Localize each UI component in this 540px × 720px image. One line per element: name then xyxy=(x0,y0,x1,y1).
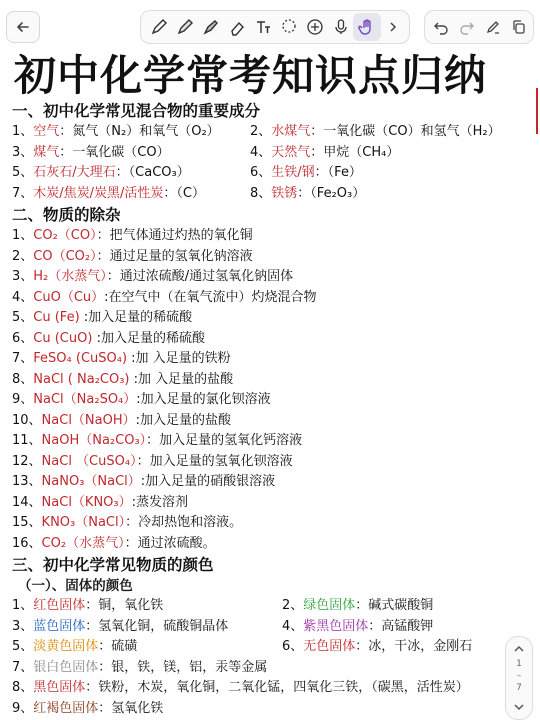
item-description: :加入足量的稀硫酸 xyxy=(92,330,205,346)
impurity-list xyxy=(12,226,512,554)
section-heading: 一、初中化学常见混合物的重要成分 xyxy=(12,102,261,120)
item-term: CO₂（水蒸气） xyxy=(41,535,125,551)
item-description: ：（Fe₂O₃） xyxy=(297,185,366,201)
document-content xyxy=(12,100,512,719)
item-number: 3、 xyxy=(12,144,34,160)
list-row xyxy=(12,472,512,493)
item-number: 6、 xyxy=(250,165,272,180)
item-term: FeSO₄ (CuSO₄) xyxy=(33,351,128,366)
item-description: ：银，铁，镁，铝，汞等金属 xyxy=(98,659,268,675)
item-term: NaNO₃（NaCl） xyxy=(41,474,141,489)
list-row xyxy=(12,617,512,638)
item-term: 煤气 xyxy=(33,144,60,160)
list-row xyxy=(12,143,512,164)
list-item xyxy=(12,658,267,679)
item-number: 5、 xyxy=(12,165,34,180)
item-number: 5、 xyxy=(12,310,34,325)
text-icon xyxy=(254,18,272,36)
item-description: :加 入足量的铁粉 xyxy=(127,351,231,366)
item-description: :加入足量的氯化钡溶液 xyxy=(136,392,271,407)
item-term: 红色固体 xyxy=(33,598,86,613)
item-description: ：氢氧化铜，硫酸铜晶体 xyxy=(85,618,229,634)
item-term: 空气 xyxy=(33,124,60,139)
pen-tool-button[interactable] xyxy=(145,13,173,41)
list-item xyxy=(282,596,433,617)
lasso-icon xyxy=(280,18,298,36)
item-number: 15、 xyxy=(12,515,42,530)
list-item xyxy=(250,184,365,205)
list-row xyxy=(12,411,512,432)
list-row xyxy=(12,596,512,617)
hand-icon xyxy=(358,18,376,36)
marker-icon xyxy=(176,18,194,36)
list-row xyxy=(12,329,512,350)
item-description: :加入足量的稀硫酸 xyxy=(79,310,193,325)
item-description: ：氮气（N₂）和氧气（O₂） xyxy=(59,124,220,139)
list-row xyxy=(12,163,512,184)
item-term: NaCl ( Na₂CO₃) xyxy=(33,371,130,387)
undo-button[interactable] xyxy=(427,13,455,41)
item-number: 5、 xyxy=(12,639,34,654)
item-term: 红褐色固体 xyxy=(33,700,99,716)
page-edge-mark xyxy=(536,88,538,134)
list-row xyxy=(12,370,512,391)
item-number: 2、 xyxy=(282,598,304,613)
item-description: :蒸发溶剂 xyxy=(131,494,189,510)
mic-icon xyxy=(332,18,350,36)
document-title: 初中化学常考知识点归纳 xyxy=(14,51,488,100)
list-row xyxy=(12,637,512,658)
item-description: ：通过浓硫酸/通过氢氧化钠固体 xyxy=(106,269,294,284)
list-row xyxy=(12,452,512,473)
item-description: :加入足量的盐酸 xyxy=(135,412,232,428)
list-row xyxy=(12,122,512,143)
item-description: ：一氧化碳（CO）和氢气（H₂） xyxy=(310,124,501,139)
list-item xyxy=(250,122,501,143)
share-button[interactable] xyxy=(479,13,507,41)
section-heading: 二、物质的除杂 xyxy=(12,206,121,224)
item-term: 蓝色固体 xyxy=(33,618,86,634)
list-item xyxy=(12,184,205,205)
section-heading: 三、初中化学常见物质的颜色 xyxy=(12,556,214,574)
item-number: 2、 xyxy=(12,248,34,264)
item-number: 8、 xyxy=(250,185,272,201)
item-number: 14、 xyxy=(12,494,42,510)
item-term: NaCl（KNO₃） xyxy=(41,494,132,510)
item-number: 8、 xyxy=(12,680,34,695)
color-list xyxy=(12,596,512,719)
back-button[interactable] xyxy=(6,11,40,43)
item-number: 4、 xyxy=(12,289,34,305)
pen-icon xyxy=(150,18,168,36)
subsection-heading: （一）、固体的颜色 xyxy=(18,578,133,594)
item-number: 10、 xyxy=(12,412,42,428)
list-row xyxy=(12,493,512,514)
list-row xyxy=(12,534,512,555)
item-description: ：（CaCO₃） xyxy=(115,165,190,180)
item-term: 木炭/焦炭/炭黑/活性炭 xyxy=(33,185,164,201)
item-number: 16、 xyxy=(12,535,42,551)
item-number: 1、 xyxy=(12,228,34,243)
highlighter-tool-button[interactable] xyxy=(197,13,225,41)
item-description: ：冷却热饱和溶液。 xyxy=(125,515,243,530)
list-item xyxy=(12,678,469,699)
highlighter-icon xyxy=(202,18,220,36)
item-number: 1、 xyxy=(12,124,34,139)
item-number: 13、 xyxy=(12,474,42,489)
item-term: 黑色固体 xyxy=(33,680,86,695)
item-number: 7、 xyxy=(12,351,34,366)
item-description: :在空气中（在氧气流中）灼烧混合物 xyxy=(104,289,317,305)
item-description: ：碱式碳酸铜 xyxy=(355,598,434,613)
list-item xyxy=(12,637,137,658)
item-term: CO₂（CO） xyxy=(33,228,97,243)
item-number: 4、 xyxy=(282,618,304,634)
share-icon xyxy=(485,19,501,35)
item-description: ：铁粉，木炭，氧化铜，二氧化锰，四氧化三铁，（碳黑，活性炭） xyxy=(85,680,469,695)
item-number: 6、 xyxy=(12,330,34,346)
item-number: 6、 xyxy=(282,639,304,654)
item-description: ：把气体通过灼热的氧化铜 xyxy=(96,228,253,243)
list-item xyxy=(250,143,399,164)
item-description: ：（Fe） xyxy=(314,165,362,180)
history-actions-group xyxy=(424,10,534,44)
chevron-right-icon xyxy=(386,20,400,34)
list-row xyxy=(12,390,512,411)
item-term: 天然气 xyxy=(271,144,311,160)
item-term: 生铁/钢 xyxy=(271,165,315,180)
item-description: ：冰，干冰，金刚石 xyxy=(355,639,473,654)
item-description: ：加入足量的氢氧化钡溶液 xyxy=(136,453,293,469)
item-number: 1、 xyxy=(12,598,34,613)
item-number: 3、 xyxy=(12,618,34,634)
item-description: ：（C） xyxy=(163,185,205,201)
item-description: ：一氧化碳（CO） xyxy=(59,144,170,160)
lasso-tool-button[interactable] xyxy=(275,13,303,41)
item-number: 12、 xyxy=(12,453,42,469)
item-number: 8、 xyxy=(12,371,34,387)
page-separator: – xyxy=(516,671,522,681)
list-item xyxy=(282,617,433,638)
page-current: 1 xyxy=(516,659,522,669)
item-description: :加入足量的硝酸银溶液 xyxy=(140,474,276,489)
item-term: KNO₃（NaCl） xyxy=(41,515,126,530)
item-term: 绿色固体 xyxy=(303,598,356,613)
item-number: 11、 xyxy=(12,433,42,448)
item-term: NaCl（Na₂SO₄） xyxy=(33,392,137,407)
item-description: ：铜，氧化铁 xyxy=(85,598,164,613)
chevron-up-icon xyxy=(512,643,526,655)
item-term: Cu (Fe) xyxy=(33,310,80,325)
redo-button[interactable] xyxy=(453,13,481,41)
add-element-button[interactable] xyxy=(301,13,329,41)
item-term: 水煤气 xyxy=(271,124,311,139)
eraser-tool-button[interactable] xyxy=(223,13,251,41)
page-scroller[interactable] xyxy=(505,636,533,720)
item-description: ：通过浓硫酸。 xyxy=(124,535,216,551)
item-term: 铁锈 xyxy=(271,185,298,201)
list-row xyxy=(12,247,512,268)
item-number: 2、 xyxy=(250,124,272,139)
back-arrow-icon xyxy=(15,19,31,35)
list-row xyxy=(12,184,512,205)
list-item xyxy=(12,143,170,164)
list-item xyxy=(12,596,163,617)
list-row xyxy=(12,226,512,247)
list-item xyxy=(12,699,163,720)
record-button[interactable] xyxy=(327,13,355,41)
list-item xyxy=(12,122,220,143)
list-row xyxy=(12,513,512,534)
list-row xyxy=(12,288,512,309)
mixture-list xyxy=(12,122,512,204)
eraser-icon xyxy=(228,18,246,36)
item-term: 淡黄色固体 xyxy=(33,639,99,654)
item-description: ：硫磺 xyxy=(98,639,138,654)
list-item xyxy=(12,163,190,184)
copy-button[interactable] xyxy=(505,13,533,41)
drawing-tools-group xyxy=(140,10,410,44)
marker-tool-button[interactable] xyxy=(171,13,199,41)
item-description: ：氢氧化铁 xyxy=(98,700,164,716)
list-row xyxy=(12,678,512,699)
item-term: CO（CO₂） xyxy=(33,248,97,264)
top-toolbar xyxy=(0,0,540,48)
list-item xyxy=(12,617,228,638)
item-description: ：甲烷（CH₄） xyxy=(310,144,400,160)
hand-tool-button[interactable] xyxy=(353,13,381,41)
item-description: ：通过足量的氢氧化钠溶液 xyxy=(96,248,253,264)
item-number: 9、 xyxy=(12,392,34,407)
item-number: 7、 xyxy=(12,659,34,675)
list-row xyxy=(12,699,512,720)
item-number: 9、 xyxy=(12,700,34,716)
redo-icon xyxy=(459,19,475,35)
item-number: 7、 xyxy=(12,185,34,201)
item-term: 石灰石/大理石 xyxy=(33,165,116,180)
item-term: NaOH（Na₂CO₃） xyxy=(41,433,147,448)
more-tools-button[interactable] xyxy=(379,13,407,41)
undo-icon xyxy=(433,19,449,35)
list-item xyxy=(282,637,472,658)
list-row xyxy=(12,658,512,679)
item-description: ：加入足量的氢氧化钙溶液 xyxy=(146,433,303,448)
item-term: 银白色固体 xyxy=(33,659,99,675)
item-term: 无色固体 xyxy=(303,639,356,654)
list-row xyxy=(12,349,512,370)
text-tool-button[interactable] xyxy=(249,13,277,41)
item-term: NaCl （CuSO₄） xyxy=(41,453,137,469)
list-item xyxy=(250,163,362,184)
item-term: H₂（水蒸气） xyxy=(33,269,107,284)
page-total: 7 xyxy=(516,683,522,693)
item-number: 3、 xyxy=(12,269,34,284)
item-term: NaCl（NaOH） xyxy=(41,412,136,428)
item-term: 紫黑色固体 xyxy=(303,618,369,634)
list-row xyxy=(12,267,512,288)
item-term: Cu (CuO) xyxy=(33,330,93,346)
list-row xyxy=(12,308,512,329)
copy-icon xyxy=(511,19,527,35)
item-term: CuO（Cu） xyxy=(33,289,105,305)
item-description: :加 入足量的盐酸 xyxy=(129,371,234,387)
list-row xyxy=(12,431,512,452)
add-icon xyxy=(306,18,324,36)
item-description: ：高锰酸钾 xyxy=(368,618,434,634)
chevron-down-icon xyxy=(512,701,526,713)
item-number: 4、 xyxy=(250,144,272,160)
